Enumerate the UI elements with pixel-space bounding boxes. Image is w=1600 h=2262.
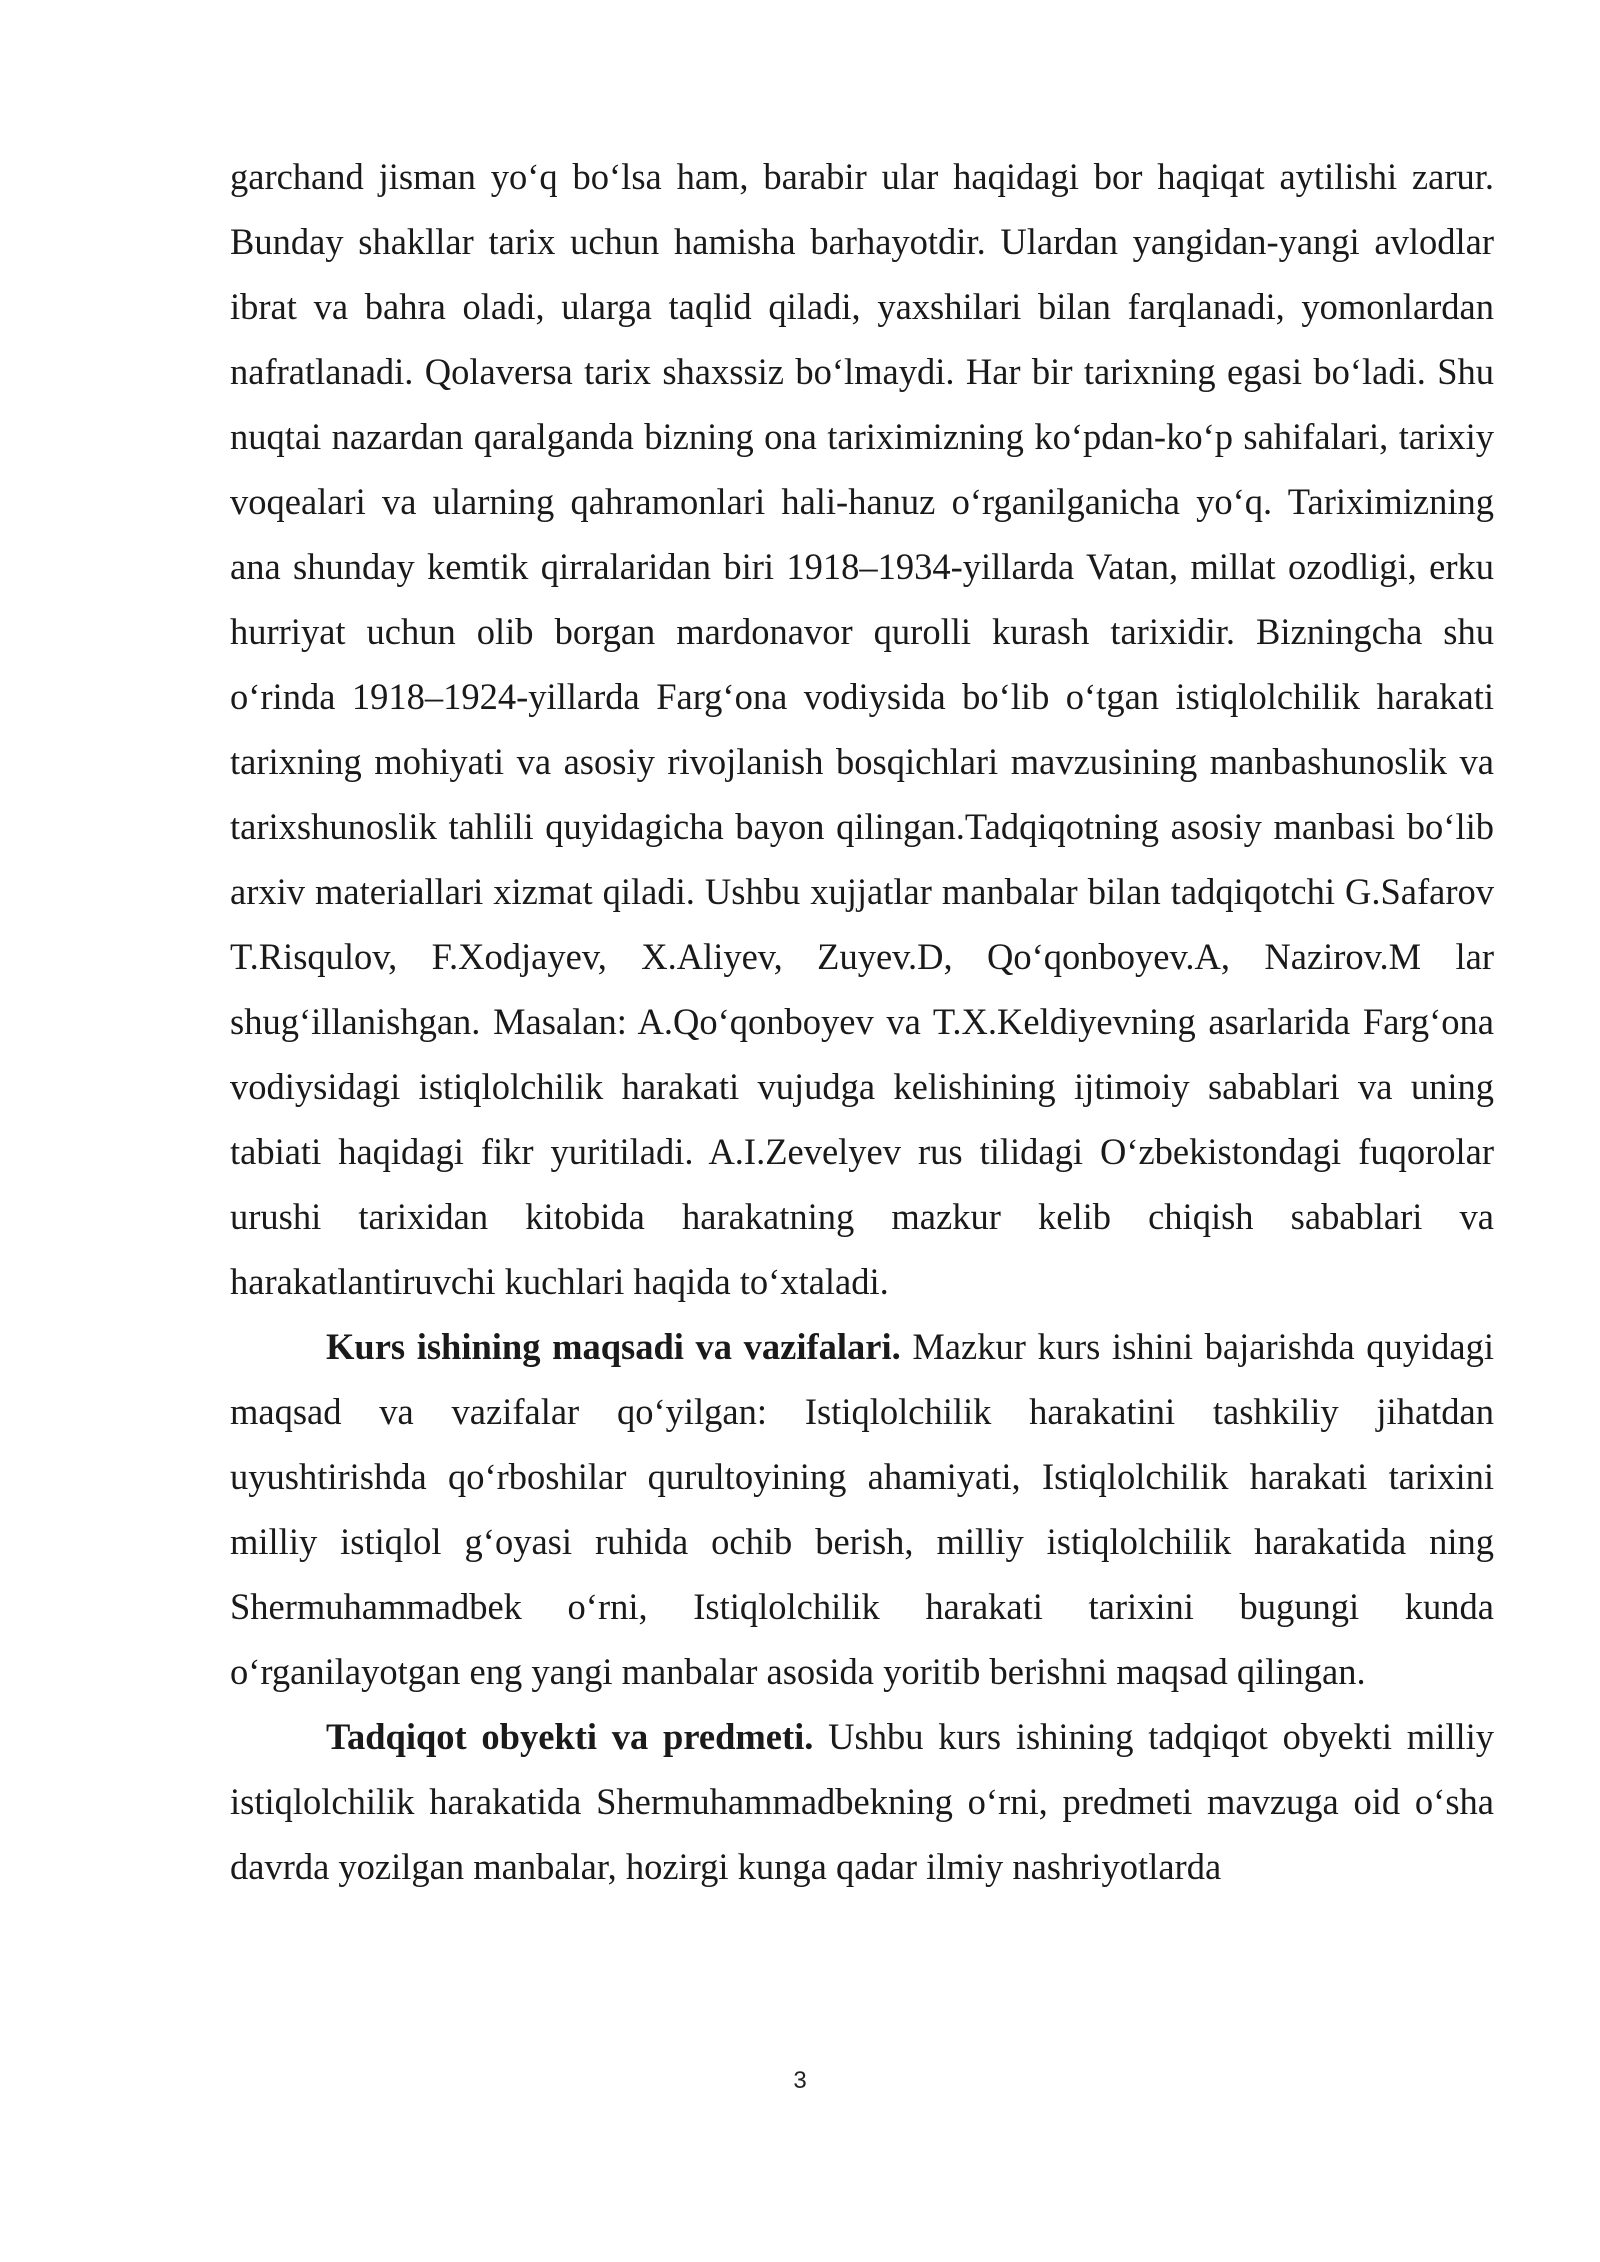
paragraph-research-object bbox=[230, 1704, 1494, 1899]
body-text bbox=[230, 144, 1494, 1899]
paragraph-1-text: garchand jisman yo‘q bo‘lsa ham, barabir ular haqidagi bor haqiqat aytilishi zarur. Bunday shakllar tarix uchun hamisha barhayotdir. Ulardan yangidan-yangi avlodlar ibrat va bahra oladi, ularga taqlid qiladi, yaxshilari bilan farqlanadi, yomonlardan nafratlanadi. Qolaversa tarix shaxssiz bo‘lmaydi. Har bir tarixning egasi bo‘ladi. Shu nuqtai nazardan qaralganda bizning ona tariximizning ko‘pdan-ko‘p sahifalari, tarixiy voqealari va ularning qahramonlari hali-hanuz o‘rganilganicha yo‘q. Tariximizning ana shunday kemtik qirralaridan biri 1918–1934-yillarda Vatan, millat ozodligi, erku hurriyat uchun olib borgan mardonavor qurolli kurash tarixidir. Bizningcha shu o‘rinda 1918–1924-yillarda Farg‘ona vodiysida bo‘lib o‘tgan istiqlolchilik harakati tarixning mohiyati va asosiy rivojlanish bosqichlari mavzusining manbashunoslik va tarixshunoslik tahlili quyidagicha bayon qilingan.Tadqiqotning asosiy manbasi bo‘lib arxiv materiallari xizmat qiladi. Ushbu xujjatlar manbalar bilan tadqiqotchi G.Safarov T.Risqulov, F.Xodjayev, X.Aliyev, Zuyev.D, Qo‘qonboyev.A, Nazirov.M lar shug‘illanishgan. Masalan: A.Qo‘qonboyev va T.X.Keldiyevning asarlarida Farg‘ona vodiysidagi istiqlolchilik harakati vujudga kelishining ijtimoiy sabablari va uning tabiati haqidagi fikr yuritiladi. A.I.Zevelyev rus tilidagi O‘zbekistondagi fuqorolar urushi tarixidan kitobida harakatning mazkur kelib chiqish sabablari va harakatlantiruvchi kuchlari haqida to‘xtaladi. bbox=[230, 156, 1494, 1302]
objectives-text: Mazkur kurs ishini bajarishda quyidagi maqsad va vazifalar qo‘yilgan: Istiqlolchilik harakatini tashkiliy jihatdan uyushtirishda qo‘rboshilar qurultoyining ahamiyati, Istiqlolchilik harakati tarixini milliy istiqlol g‘oyasi ruhida ochib berish, milliy istiqlolchilik harakatida ning Shermuhammadbek o‘rni, Istiqlolchilik harakati tarixini bugungi kunda o‘rganilayotgan eng yangi manbalar asosida yoritib berishni maqsad qilingan. bbox=[230, 1326, 1494, 1692]
page-number: 3 bbox=[793, 2067, 807, 2094]
research-object-heading: Tadqiqot obyekti va predmeti. bbox=[326, 1716, 814, 1757]
objectives-heading: Kurs ishining maqsadi va vazifalari. bbox=[326, 1326, 901, 1367]
paragraph-objectives bbox=[230, 1314, 1494, 1704]
research-object-text: Ushbu kurs ishining tadqiqot obyekti milliy istiqlolchilik harakatida Shermuhammadbekning o‘rni, predmeti mavzuga oid o‘sha davrda yozilgan manbalar, hozirgi kunga qadar ilmiy nashriyotlarda bbox=[230, 1716, 1495, 1887]
paragraph-continuation bbox=[230, 144, 1494, 1314]
